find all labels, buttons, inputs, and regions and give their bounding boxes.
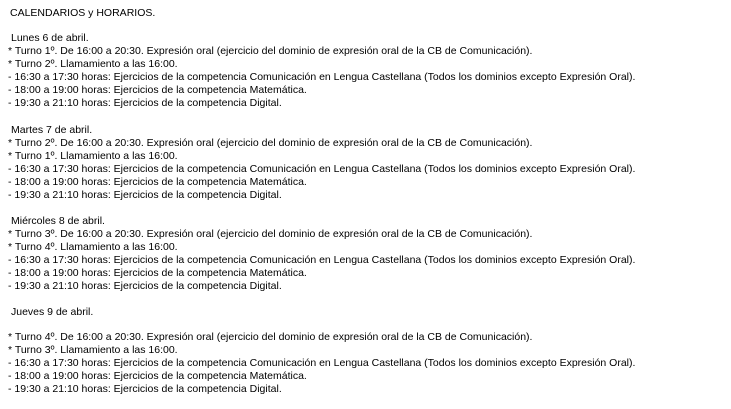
schedule-line: - 18:00 a 19:00 horas: Ejercicios de la competencia Matemática. — [8, 84, 307, 96]
schedule-line: * Turno 2º. De 16:00 a 20:30. Expresión oral (ejercicio del dominio de expresión oral de la CB de Comunicación). — [8, 137, 533, 149]
day-heading: Martes 7 de abril. — [11, 124, 93, 136]
schedule-line: * Turno 1º. De 16:00 a 20:30. Expresión oral (ejercicio del dominio de expresión oral de la CB de Comunicación). — [8, 45, 533, 57]
document-title: CALENDARIOS y HORARIOS. — [10, 7, 156, 19]
schedule-line: * Turno 1º. Llamamiento a las 16:00. — [8, 150, 178, 162]
day-heading: Jueves 9 de abril. — [11, 306, 94, 318]
schedule-line: - 16:30 a 17:30 horas: Ejercicios de la competencia Comunicación en Lengua Castellana (Todos los dominios excepto Expresión Oral). — [8, 163, 636, 175]
schedule-line: - 19:30 a 21:10 horas: Ejercicios de la competencia Digital. — [8, 97, 282, 109]
schedule-line: - 16:30 a 17:30 horas: Ejercicios de la competencia Comunicación en Lengua Castellana (Todos los dominios excepto Expresión Oral). — [8, 357, 636, 369]
day-section-martes — [8, 124, 635, 202]
day-section-lunes — [8, 32, 635, 110]
schedule-line: - 19:30 a 21:10 horas: Ejercicios de la competencia Digital. — [8, 189, 282, 201]
schedule-line: - 18:00 a 19:00 horas: Ejercicios de la competencia Matemática. — [8, 267, 307, 279]
spacer — [8, 319, 635, 331]
schedule-line: - 16:30 a 17:30 horas: Ejercicios de la competencia Comunicación en Lengua Castellana (Todos los dominios excepto Expresión Oral). — [8, 254, 636, 266]
schedule-line: * Turno 2º. Llamamiento a las 16:00. — [8, 58, 178, 70]
day-section-miercoles — [8, 215, 635, 293]
schedule-line: - 18:00 a 19:00 horas: Ejercicios de la competencia Matemática. — [8, 370, 307, 382]
schedule-line: * Turno 3º. De 16:00 a 20:30. Expresión oral (ejercicio del dominio de expresión oral de la CB de Comunicación). — [8, 228, 533, 240]
day-heading: Lunes 6 de abril. — [11, 32, 89, 44]
day-section-jueves — [8, 306, 635, 396]
schedule-line: * Turno 3º. Llamamiento a las 16:00. — [8, 344, 178, 356]
schedule-line: - 16:30 a 17:30 horas: Ejercicios de la competencia Comunicación en Lengua Castellana (Todos los dominios excepto Expresión Oral). — [8, 71, 636, 83]
schedule-line: - 19:30 a 21:10 horas: Ejercicios de la competencia Digital. — [8, 280, 282, 292]
schedule-line: * Turno 4º. Llamamiento a las 16:00. — [8, 241, 178, 253]
schedule-line: - 19:30 a 21:10 horas: Ejercicios de la competencia Digital. — [8, 383, 282, 395]
schedule-line: - 18:00 a 19:00 horas: Ejercicios de la competencia Matemática. — [8, 176, 307, 188]
day-heading: Miércoles 8 de abril. — [11, 215, 105, 227]
schedule-line: * Turno 4º. De 16:00 a 20:30. Expresión oral (ejercicio del dominio de expresión oral de la CB de Comunicación). — [8, 331, 533, 343]
